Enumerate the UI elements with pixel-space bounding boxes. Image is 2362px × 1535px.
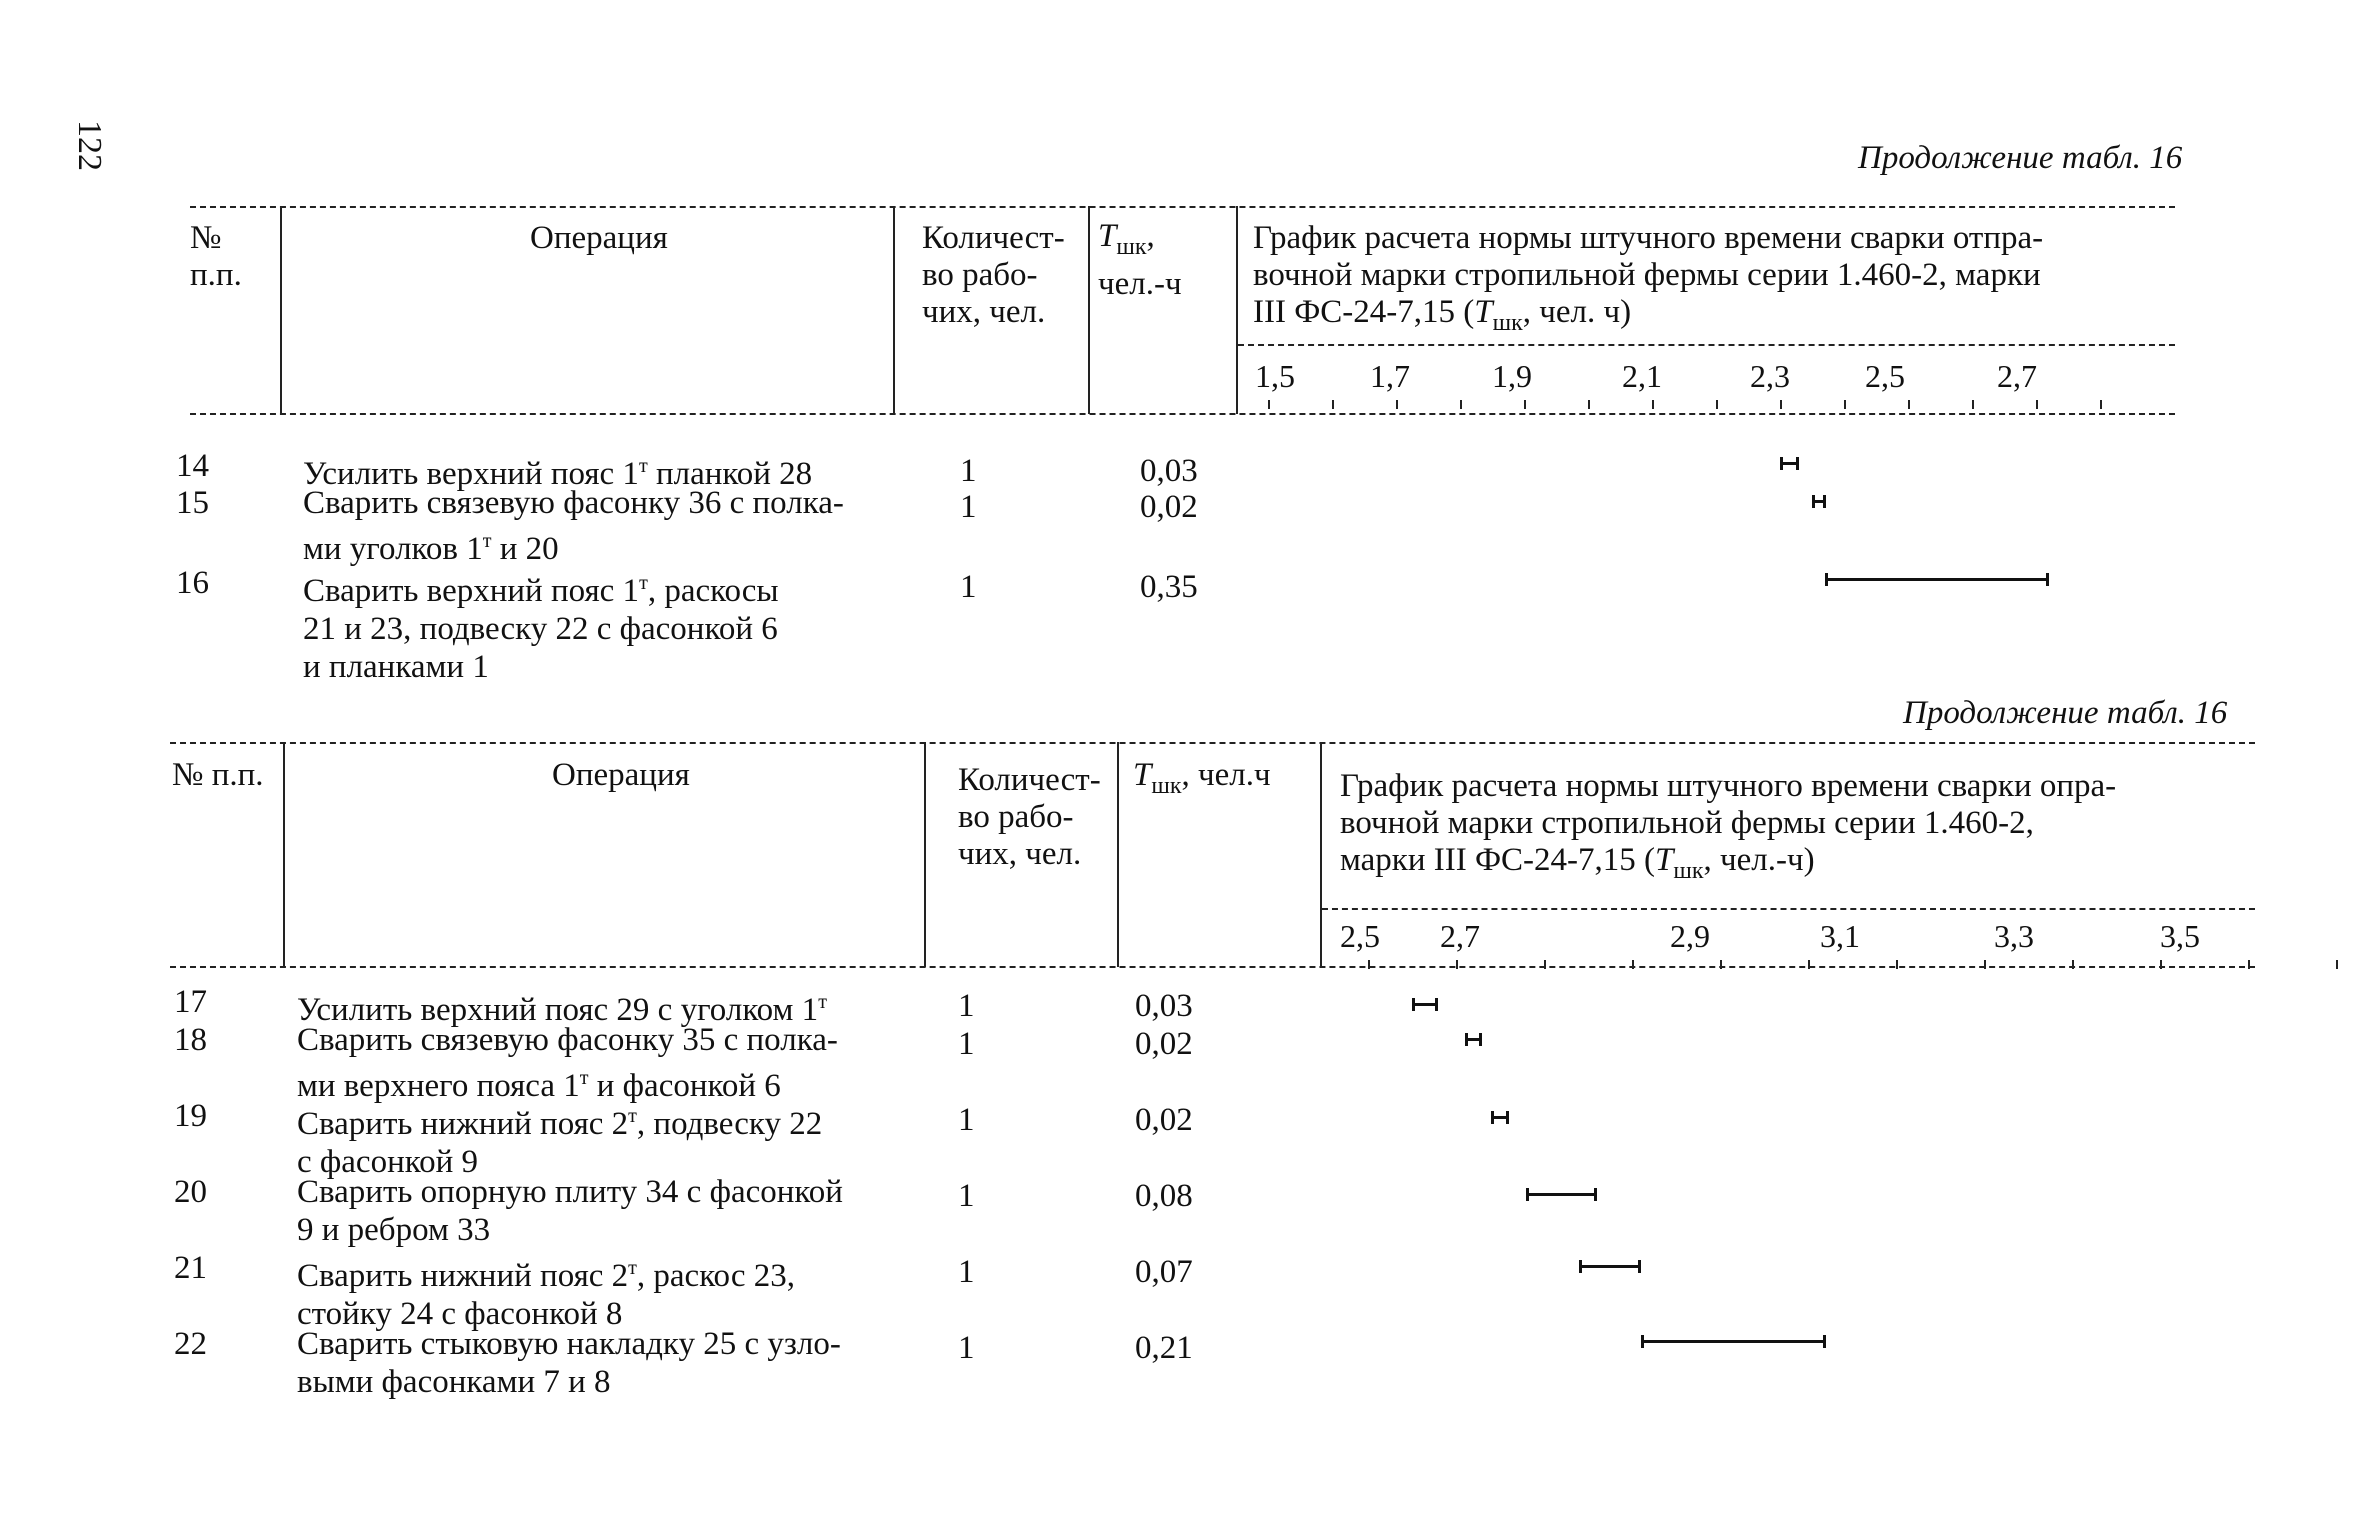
table2-col-divider (924, 742, 926, 967)
table2-scale-label: 3,5 (2160, 918, 2200, 954)
row-workers: 1 (960, 453, 977, 489)
row-number: 20 (174, 1174, 207, 1210)
table2-scale-label: 3,1 (1820, 918, 1860, 954)
axis-tick (1908, 400, 1910, 409)
row-time: 0,03 (1135, 988, 1193, 1024)
table2-scale-label: 2,7 (1440, 918, 1480, 954)
row-operation: Сварить связевую фасонку 36 с полка- ми уголков $1^т$ и 20 (303, 485, 844, 567)
table1-scale-label: 1,5 (1255, 358, 1295, 394)
row-operation: Сварить связевую фасонку 35 с полка- ми верхнего пояса $1^т$ и фасонкой 6 (297, 1022, 838, 1104)
table1-scale-label: 2,5 (1865, 358, 1905, 394)
row-workers: 1 (960, 569, 977, 605)
axis-tick (1268, 400, 1270, 409)
row-operation: Сварить опорную плиту 34 с фасонкой 9 и ребром 33 (297, 1174, 843, 1248)
table2-header-time: $T_{шк}$, чел.ч (1133, 757, 1271, 799)
table1-header-time: $T_{шк}$, чел.-ч (1098, 218, 1182, 302)
axis-tick (1972, 400, 1974, 409)
table2-scale-label: 2,9 (1670, 918, 1710, 954)
axis-tick (1632, 960, 1634, 969)
row-number: 14 (176, 448, 209, 484)
row-operation: Сварить нижний пояс $2^т$, подвеску 22 с фасонкой 9 (297, 1105, 823, 1180)
table1-header-bottom-rule (190, 413, 2175, 415)
axis-tick (1716, 400, 1718, 409)
row-number: 16 (176, 565, 209, 601)
table2-header-operation: Операция (552, 757, 690, 793)
table1-col-divider (280, 206, 282, 414)
row-time: 0,21 (1135, 1330, 1193, 1366)
table2-scale-label: 3,3 (1994, 918, 2034, 954)
table1-header-workers: Количест- во рабо- чих, чел. (922, 220, 1065, 330)
gantt-bar-row-19 (1491, 1116, 1509, 1119)
axis-tick (1368, 960, 1370, 969)
axis-tick (1844, 400, 1846, 409)
axis-tick (1396, 400, 1398, 409)
row-workers: 1 (960, 489, 977, 525)
row-workers: 1 (958, 1026, 975, 1062)
axis-tick (2100, 400, 2102, 409)
row-time: 0,35 (1140, 569, 1198, 605)
row-number: 19 (174, 1098, 207, 1134)
row-time: 0,08 (1135, 1178, 1193, 1214)
row-time: 0,03 (1140, 453, 1198, 489)
table2-header-bottom-rule (170, 966, 2255, 968)
axis-tick (2248, 960, 2250, 969)
table2-col-divider (283, 742, 285, 967)
table2-header-chart: График расчета нормы штучного времени сварки опра- вочной марки стропильной фермы серии 1.460-2, марки III ФС-24-7,15 ($T_{шк}$, чел.-ч) (1340, 768, 2117, 884)
axis-tick (2036, 400, 2038, 409)
row-number: 17 (174, 984, 207, 1020)
axis-tick (1780, 400, 1782, 409)
axis-tick (1896, 960, 1898, 969)
table1-scale-label: 1,7 (1370, 358, 1410, 394)
table2-top-rule (170, 742, 2255, 744)
row-operation: Усилить верхний пояс $1^т$ планкой 28 (303, 455, 813, 492)
gantt-bar-row-18 (1465, 1038, 1483, 1041)
table2-col-divider (1320, 742, 1322, 967)
row-time: 0,07 (1135, 1254, 1193, 1290)
table1-header-num: № п.п. (190, 220, 242, 293)
table1-scale-label: 2,3 (1750, 358, 1790, 394)
table1-scale-label: 2,7 (1997, 358, 2037, 394)
axis-tick (1652, 400, 1654, 409)
row-workers: 1 (958, 988, 975, 1024)
table1-col-divider (1088, 206, 1090, 414)
table2-scale-label: 2,5 (1340, 918, 1380, 954)
axis-tick (1544, 960, 1546, 969)
axis-tick (1808, 960, 1810, 969)
row-number: 22 (174, 1326, 207, 1362)
table2-header-num: № п.п. (172, 757, 264, 793)
row-time: 0,02 (1140, 489, 1198, 525)
gantt-bar-row-15 (1812, 500, 1826, 503)
gantt-bar-row-22 (1641, 1340, 1826, 1343)
row-time: 0,02 (1135, 1026, 1193, 1062)
axis-tick (1332, 400, 1334, 409)
axis-tick (2160, 960, 2162, 969)
axis-tick (1456, 960, 1458, 969)
row-workers: 1 (958, 1102, 975, 1138)
gantt-bar-row-16 (1825, 578, 2049, 581)
axis-tick (1720, 960, 1722, 969)
table1-caption: Продолжение табл. 16 (1858, 140, 2183, 176)
row-number: 15 (176, 485, 209, 521)
gantt-bar-row-20 (1526, 1193, 1596, 1196)
row-workers: 1 (958, 1254, 975, 1290)
row-number: 18 (174, 1022, 207, 1058)
gantt-bar-row-14 (1780, 462, 1799, 465)
row-operation: Сварить нижний пояс $2^т$, раскос 23, стойку 24 с фасонкой 8 (297, 1257, 796, 1332)
axis-tick (1588, 400, 1590, 409)
row-number: 21 (174, 1250, 207, 1286)
table1-scale-label: 1,9 (1492, 358, 1532, 394)
row-time: 0,02 (1135, 1102, 1193, 1138)
row-operation: Сварить стыковую накладку 25 с узло- выми фасонками 7 и 8 (297, 1326, 841, 1400)
gantt-bar-row-17 (1412, 1003, 1438, 1006)
page-number: 122 (71, 120, 108, 171)
table1-chart-subrule (1238, 344, 2175, 346)
table2-chart-subrule (1322, 908, 2255, 910)
row-workers: 1 (958, 1330, 975, 1366)
row-operation: Сварить верхний пояс $1^т$, раскосы 21 и 23, подвеску 22 с фасонкой 6 и планками 1 (303, 572, 779, 685)
table2-col-divider (1117, 742, 1119, 967)
table1-col-divider (1236, 206, 1238, 414)
axis-tick (2336, 960, 2338, 969)
table1-header-chart: График расчета нормы штучного времени сварки отпра- вочной марки стропильной фермы серии 1.460-2, марки III ФС-24-7,15 ($T_{шк}$, чел. ч) (1253, 220, 2044, 336)
table1-scale-label: 2,1 (1622, 358, 1662, 394)
axis-tick (1524, 400, 1526, 409)
table1-top-rule (190, 206, 2175, 208)
gantt-bar-row-21 (1579, 1265, 1641, 1268)
table1-header-operation: Операция (530, 220, 668, 256)
axis-tick (1984, 960, 1986, 969)
axis-tick (1460, 400, 1462, 409)
axis-tick (2072, 960, 2074, 969)
row-operation: Усилить верхний пояс 29 с уголком $1^т$ (297, 991, 827, 1028)
table2-caption: Продолжение табл. 16 (1903, 695, 2228, 731)
table1-col-divider (893, 206, 895, 414)
table2-header-workers: Количест- во рабо- чих, чел. (958, 762, 1101, 872)
row-workers: 1 (958, 1178, 975, 1214)
